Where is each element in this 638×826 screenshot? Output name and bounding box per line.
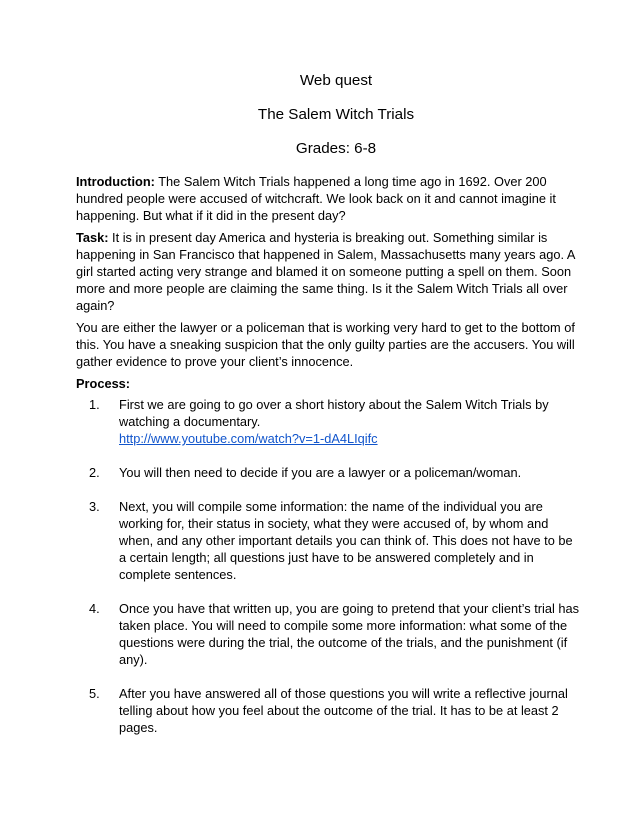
step-number: 1.	[89, 397, 100, 412]
task-label: Task:	[76, 230, 109, 245]
process-step-5	[89, 685, 582, 736]
process-step-1	[89, 396, 582, 447]
step-number: 5.	[89, 686, 100, 701]
process-step-3	[89, 498, 582, 583]
document-title: The Salem Witch Trials	[257, 106, 415, 123]
role-paragraph: You are either the lawyer or a policeman that is working very hard to get to the bottom of this. You have a sneaking suspicion that the only guilty parties are the accusers. You will gather evidence to prove your client’s innocence.	[76, 320, 575, 369]
process-steps	[76, 396, 582, 736]
task-paragraph	[76, 229, 582, 314]
document-type: Web quest	[299, 72, 373, 89]
step-text: Once you have that written up, you are going to pretend that your client’s trial has taken place. You will need to compile some more information: what some of the questions were during the trial, the outcome of the trials, and the punishment (if any).	[119, 601, 580, 667]
grade-level: Grades: 6-8	[295, 140, 377, 157]
documentary-link[interactable]: http://www.youtube.com/watch?v=1-dA4LIqifc	[119, 431, 378, 446]
step-number: 4.	[89, 601, 100, 616]
introduction-text: The Salem Witch Trials happened a long time ago in 1692. Over 200 hundred people were accused of witchcraft. We look back on it and cannot imagine it happening. But what if it did in the present day?	[76, 174, 556, 223]
step-text: You will then need to decide if you are a lawyer or a policeman/woman.	[119, 465, 522, 480]
step-text: Next, you will compile some information: the name of the individual you are working for, their status in society, what they were accused of, by whom and when, and any other important details you can think of. This does not have to be a certain length; all questions just have to be answered completely and in complete sentences.	[119, 499, 573, 582]
step-text: First we are going to go over a short history about the Salem Witch Trials by watching a documentary.	[119, 397, 549, 429]
document-header	[76, 0, 582, 159]
process-heading: Process:	[76, 376, 131, 391]
process-step-2	[89, 464, 582, 481]
introduction-paragraph	[76, 173, 582, 224]
task-text: It is in present day America and hysteria is breaking out. Something similar is happening in San Francisco that happened in Salem, Massachusetts many years ago. A girl started acting very strange and blamed it on someone putting a spell on them. Soon more and more people are claiming the same thing. Is it the Salem Witch Trials all over again?	[76, 230, 575, 313]
step-number: 3.	[89, 499, 100, 514]
step-text: After you have answered all of those questions you will write a reflective journal telling about how you feel about the outcome of the trial. It has to be at least 2 pages.	[119, 686, 568, 735]
process-step-4	[89, 600, 582, 668]
document-body	[76, 173, 582, 736]
step-number: 2.	[89, 465, 100, 480]
introduction-label: Introduction:	[76, 174, 155, 189]
